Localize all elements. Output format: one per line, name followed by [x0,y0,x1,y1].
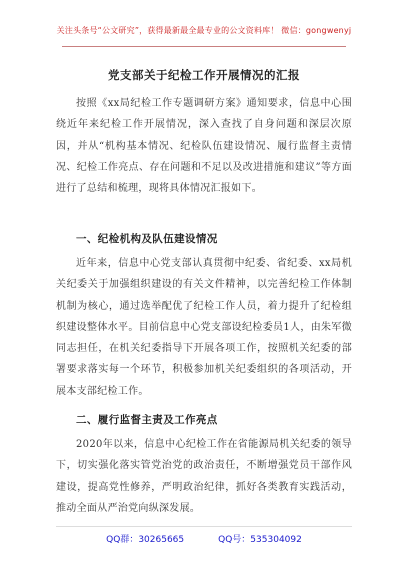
footer-qq-number: QQ号：535304092 [218,535,302,545]
header-divider [62,46,346,47]
section-1-paragraph: 近年来，信息中心党支部认真贯彻中纪委、省纪委、xx局机关纪委关于加强组织建设的有关文件精神，以完善纪检工作体制机制为核心，通过选举配优了纪检工作人员，着力提升了纪检组织建设整体水平。目前信息中心党支部设纪检委员1人，由朱军微同志担任，在机关纪委指导下开展各项工作，按照机关纪委的部署要求落实每一个环节，积极参加机关纪委组织的各项活动，开展本支部纪检工作。 [56,258,352,397]
page-header-notice: 关注头条号“公文研究”，获得最新最全最专业的公文资料库！ 微信：gongwenyj [56,26,352,35]
section-heading-1: 一、纪检机构及队伍建设情况 [76,233,218,245]
intro-paragraph: 按照《xx局纪检工作专题调研方案》通知要求，信息中心围绕近年来纪检工作开展情况，深入查找了自身问题和深层次原因，并从“机构基本情况、纪检队伍建设情况、履行监督主责情况、纪检工作亮点、存在问题和不足以及改进措施和建议”等方面进行了总结和梳理，现将具体情况汇报如下。 [56,98,352,195]
section-2-paragraph: 2020年以来，信息中心纪检工作在省能源局机关纪委的领导下，切实强化落实管党治党的政治责任，不断增强党员干部作风建设，提高党性修养，严明政治纪律，抓好各类教育实践活动，推动全面从严治党向纵深发展。 [56,439,352,514]
document-title: 党支部关于纪检工作开展情况的汇报 [108,68,300,82]
footer-qq-group: QQ群：30265665 [106,535,185,545]
footer-divider [56,526,352,527]
page-footer [0,535,408,546]
section-heading-2: 二、履行监督主责及工作亮点 [76,414,218,426]
